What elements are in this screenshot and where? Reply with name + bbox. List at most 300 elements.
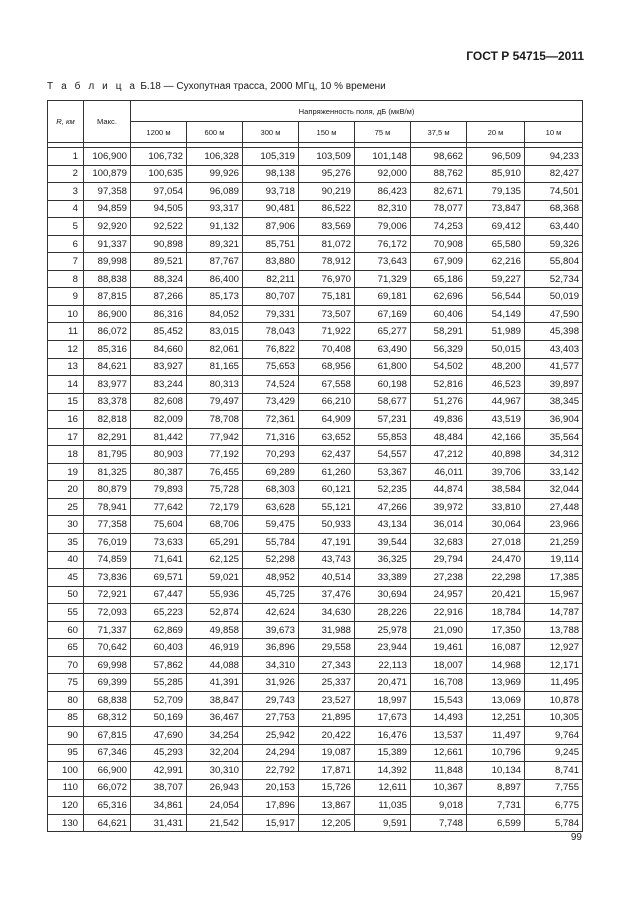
value-cell: 106,900 bbox=[84, 148, 131, 166]
value-cell: 46,523 bbox=[467, 376, 525, 394]
distance-cell: 4 bbox=[48, 200, 84, 218]
table-row bbox=[48, 148, 583, 166]
value-cell: 21,259 bbox=[525, 534, 583, 552]
distance-cell: 13 bbox=[48, 358, 84, 376]
value-cell: 91,132 bbox=[187, 218, 243, 236]
distance-cell: 85 bbox=[48, 709, 84, 727]
value-cell: 85,751 bbox=[243, 235, 299, 253]
value-cell: 30,694 bbox=[355, 586, 411, 604]
distance-cell: 110 bbox=[48, 779, 84, 797]
table-row bbox=[48, 727, 583, 745]
caption-label: Т а б л и ц а bbox=[47, 81, 138, 92]
table-row bbox=[48, 288, 583, 306]
distance-cell: 14 bbox=[48, 376, 84, 394]
value-cell: 84,052 bbox=[187, 305, 243, 323]
value-cell: 13,537 bbox=[411, 727, 467, 745]
table-row bbox=[48, 183, 583, 201]
value-cell: 57,862 bbox=[131, 656, 187, 674]
value-cell: 74,859 bbox=[84, 551, 131, 569]
value-cell: 51,276 bbox=[411, 393, 467, 411]
table-row bbox=[48, 639, 583, 657]
value-cell: 15,967 bbox=[525, 586, 583, 604]
table-row bbox=[48, 569, 583, 587]
distance-cell: 6 bbox=[48, 235, 84, 253]
value-cell: 67,815 bbox=[84, 727, 131, 745]
value-cell: 81,165 bbox=[187, 358, 243, 376]
value-cell: 96,089 bbox=[187, 183, 243, 201]
value-cell: 63,628 bbox=[243, 498, 299, 516]
table-row bbox=[48, 674, 583, 692]
value-cell: 48,952 bbox=[243, 569, 299, 587]
value-cell: 25,337 bbox=[299, 674, 355, 692]
value-cell: 101,148 bbox=[355, 148, 411, 166]
value-cell: 72,921 bbox=[84, 586, 131, 604]
value-cell: 41,577 bbox=[525, 358, 583, 376]
value-cell: 41,391 bbox=[187, 674, 243, 692]
value-cell: 83,569 bbox=[299, 218, 355, 236]
value-cell: 70,408 bbox=[299, 341, 355, 359]
value-cell: 10,878 bbox=[525, 691, 583, 709]
value-cell: 98,138 bbox=[243, 165, 299, 183]
value-cell: 44,967 bbox=[467, 393, 525, 411]
value-cell: 39,673 bbox=[243, 621, 299, 639]
value-cell: 55,804 bbox=[525, 253, 583, 271]
value-cell: 30,064 bbox=[467, 516, 525, 534]
value-cell: 20,471 bbox=[355, 674, 411, 692]
value-cell: 9,764 bbox=[525, 727, 583, 745]
value-cell: 55,285 bbox=[131, 674, 187, 692]
value-cell: 78,941 bbox=[84, 498, 131, 516]
value-cell: 11,495 bbox=[525, 674, 583, 692]
value-cell: 18,784 bbox=[467, 604, 525, 622]
value-cell: 93,317 bbox=[187, 200, 243, 218]
value-cell: 50,019 bbox=[525, 288, 583, 306]
column-header-height: 1200 м bbox=[131, 122, 187, 143]
value-cell: 34,312 bbox=[525, 446, 583, 464]
value-cell: 47,590 bbox=[525, 305, 583, 323]
value-cell: 74,524 bbox=[243, 376, 299, 394]
value-cell: 106,328 bbox=[187, 148, 243, 166]
value-cell: 75,604 bbox=[131, 516, 187, 534]
column-header-height: 300 м bbox=[243, 122, 299, 143]
value-cell: 77,192 bbox=[187, 446, 243, 464]
value-cell: 48,484 bbox=[411, 428, 467, 446]
value-cell: 33,810 bbox=[467, 498, 525, 516]
distance-cell: 5 bbox=[48, 218, 84, 236]
value-cell: 76,172 bbox=[355, 235, 411, 253]
value-cell: 68,312 bbox=[84, 709, 131, 727]
value-cell: 80,387 bbox=[131, 463, 187, 481]
distance-cell: 45 bbox=[48, 569, 84, 587]
value-cell: 45,725 bbox=[243, 586, 299, 604]
value-cell: 68,956 bbox=[299, 358, 355, 376]
value-cell: 70,908 bbox=[411, 235, 467, 253]
value-cell: 44,874 bbox=[411, 481, 467, 499]
value-cell: 28,226 bbox=[355, 604, 411, 622]
distance-cell: 10 bbox=[48, 305, 84, 323]
value-cell: 31,431 bbox=[131, 814, 187, 832]
value-cell: 10,305 bbox=[525, 709, 583, 727]
field-strength-table bbox=[47, 100, 583, 832]
value-cell: 11,848 bbox=[411, 762, 467, 780]
value-cell: 71,316 bbox=[243, 428, 299, 446]
value-cell: 24,054 bbox=[187, 797, 243, 815]
table-row bbox=[48, 744, 583, 762]
value-cell: 59,227 bbox=[467, 270, 525, 288]
value-cell: 15,543 bbox=[411, 691, 467, 709]
value-cell: 48,200 bbox=[467, 358, 525, 376]
distance-cell: 75 bbox=[48, 674, 84, 692]
value-cell: 83,927 bbox=[131, 358, 187, 376]
value-cell: 19,461 bbox=[411, 639, 467, 657]
value-cell: 85,910 bbox=[467, 165, 525, 183]
value-cell: 34,861 bbox=[131, 797, 187, 815]
value-cell: 23,527 bbox=[299, 691, 355, 709]
value-cell: 42,166 bbox=[467, 428, 525, 446]
value-cell: 69,181 bbox=[355, 288, 411, 306]
value-cell: 22,113 bbox=[355, 656, 411, 674]
distance-cell: 70 bbox=[48, 656, 84, 674]
table-row bbox=[48, 604, 583, 622]
table-row bbox=[48, 814, 583, 832]
value-cell: 37,476 bbox=[299, 586, 355, 604]
value-cell: 19,114 bbox=[525, 551, 583, 569]
table-row bbox=[48, 797, 583, 815]
value-cell: 52,298 bbox=[243, 551, 299, 569]
distance-cell: 35 bbox=[48, 534, 84, 552]
value-cell: 65,580 bbox=[467, 235, 525, 253]
value-cell: 87,767 bbox=[187, 253, 243, 271]
table-row bbox=[48, 446, 583, 464]
value-cell: 86,522 bbox=[299, 200, 355, 218]
value-cell: 27,238 bbox=[411, 569, 467, 587]
value-cell: 78,708 bbox=[187, 411, 243, 429]
value-cell: 62,216 bbox=[467, 253, 525, 271]
distance-cell: 95 bbox=[48, 744, 84, 762]
value-cell: 79,893 bbox=[131, 481, 187, 499]
value-cell: 86,072 bbox=[84, 323, 131, 341]
standard-number: ГОСТ Р 54715—2011 bbox=[466, 49, 584, 63]
value-cell: 12,661 bbox=[411, 744, 467, 762]
value-cell: 76,019 bbox=[84, 534, 131, 552]
value-cell: 72,093 bbox=[84, 604, 131, 622]
value-cell: 68,368 bbox=[525, 200, 583, 218]
value-cell: 83,015 bbox=[187, 323, 243, 341]
value-cell: 64,621 bbox=[84, 814, 131, 832]
distance-cell: 65 bbox=[48, 639, 84, 657]
value-cell: 77,942 bbox=[187, 428, 243, 446]
value-cell: 47,191 bbox=[299, 534, 355, 552]
value-cell: 68,706 bbox=[187, 516, 243, 534]
value-cell: 12,251 bbox=[467, 709, 525, 727]
value-cell: 60,198 bbox=[355, 376, 411, 394]
value-cell: 92,920 bbox=[84, 218, 131, 236]
value-cell: 38,707 bbox=[131, 779, 187, 797]
value-cell: 33,142 bbox=[525, 463, 583, 481]
value-cell: 40,514 bbox=[299, 569, 355, 587]
value-cell: 61,260 bbox=[299, 463, 355, 481]
table-row bbox=[48, 656, 583, 674]
value-cell: 42,624 bbox=[243, 604, 299, 622]
value-cell: 10,367 bbox=[411, 779, 467, 797]
value-cell: 36,325 bbox=[355, 551, 411, 569]
value-cell: 17,673 bbox=[355, 709, 411, 727]
value-cell: 45,293 bbox=[131, 744, 187, 762]
value-cell: 71,329 bbox=[355, 270, 411, 288]
value-cell: 13,867 bbox=[299, 797, 355, 815]
value-cell: 67,909 bbox=[411, 253, 467, 271]
value-cell: 66,900 bbox=[84, 762, 131, 780]
distance-cell: 90 bbox=[48, 727, 84, 745]
distance-cell: 20 bbox=[48, 481, 84, 499]
value-cell: 65,277 bbox=[355, 323, 411, 341]
value-cell: 93,718 bbox=[243, 183, 299, 201]
value-cell: 63,440 bbox=[525, 218, 583, 236]
value-cell: 57,231 bbox=[355, 411, 411, 429]
column-header-distance: R, км bbox=[48, 101, 84, 143]
value-cell: 84,660 bbox=[131, 341, 187, 359]
value-cell: 7,748 bbox=[411, 814, 467, 832]
value-cell: 33,389 bbox=[355, 569, 411, 587]
value-cell: 27,753 bbox=[243, 709, 299, 727]
distance-cell: 3 bbox=[48, 183, 84, 201]
value-cell: 86,316 bbox=[131, 305, 187, 323]
value-cell: 27,343 bbox=[299, 656, 355, 674]
distance-cell: 19 bbox=[48, 463, 84, 481]
value-cell: 38,847 bbox=[187, 691, 243, 709]
value-cell: 82,608 bbox=[131, 393, 187, 411]
value-cell: 96,509 bbox=[467, 148, 525, 166]
column-header-height: 600 м bbox=[187, 122, 243, 143]
value-cell: 100,635 bbox=[131, 165, 187, 183]
value-cell: 83,244 bbox=[131, 376, 187, 394]
value-cell: 21,895 bbox=[299, 709, 355, 727]
value-cell: 98,662 bbox=[411, 148, 467, 166]
value-cell: 11,497 bbox=[467, 727, 525, 745]
value-cell: 84,621 bbox=[84, 358, 131, 376]
distance-cell: 8 bbox=[48, 270, 84, 288]
table-row bbox=[48, 358, 583, 376]
value-cell: 62,869 bbox=[131, 621, 187, 639]
value-cell: 9,018 bbox=[411, 797, 467, 815]
value-cell: 68,303 bbox=[243, 481, 299, 499]
value-cell: 75,728 bbox=[187, 481, 243, 499]
value-cell: 55,853 bbox=[355, 428, 411, 446]
table-row bbox=[48, 691, 583, 709]
value-cell: 20,422 bbox=[299, 727, 355, 745]
value-cell: 73,836 bbox=[84, 569, 131, 587]
value-cell: 55,121 bbox=[299, 498, 355, 516]
value-cell: 36,904 bbox=[525, 411, 583, 429]
value-cell: 82,291 bbox=[84, 428, 131, 446]
value-cell: 14,968 bbox=[467, 656, 525, 674]
value-cell: 82,310 bbox=[355, 200, 411, 218]
value-cell: 43,519 bbox=[467, 411, 525, 429]
distance-cell: 1 bbox=[48, 148, 84, 166]
table-row bbox=[48, 235, 583, 253]
value-cell: 32,683 bbox=[411, 534, 467, 552]
value-cell: 67,447 bbox=[131, 586, 187, 604]
value-cell: 50,169 bbox=[131, 709, 187, 727]
value-cell: 29,794 bbox=[411, 551, 467, 569]
value-cell: 60,406 bbox=[411, 305, 467, 323]
distance-cell: 12 bbox=[48, 341, 84, 359]
value-cell: 16,708 bbox=[411, 674, 467, 692]
value-cell: 5,784 bbox=[525, 814, 583, 832]
distance-cell: 9 bbox=[48, 288, 84, 306]
value-cell: 65,291 bbox=[187, 534, 243, 552]
value-cell: 38,345 bbox=[525, 393, 583, 411]
value-cell: 36,896 bbox=[243, 639, 299, 657]
value-cell: 21,090 bbox=[411, 621, 467, 639]
value-cell: 15,389 bbox=[355, 744, 411, 762]
value-cell: 81,325 bbox=[84, 463, 131, 481]
value-cell: 38,584 bbox=[467, 481, 525, 499]
table-row bbox=[48, 498, 583, 516]
value-cell: 34,310 bbox=[243, 656, 299, 674]
value-cell: 10,134 bbox=[467, 762, 525, 780]
distance-cell: 80 bbox=[48, 691, 84, 709]
value-cell: 60,121 bbox=[299, 481, 355, 499]
value-cell: 62,125 bbox=[187, 551, 243, 569]
value-cell: 83,977 bbox=[84, 376, 131, 394]
distance-cell: 11 bbox=[48, 323, 84, 341]
value-cell: 12,171 bbox=[525, 656, 583, 674]
value-cell: 22,916 bbox=[411, 604, 467, 622]
value-cell: 60,403 bbox=[131, 639, 187, 657]
value-cell: 17,871 bbox=[299, 762, 355, 780]
value-cell: 13,069 bbox=[467, 691, 525, 709]
value-cell: 46,919 bbox=[187, 639, 243, 657]
value-cell: 97,054 bbox=[131, 183, 187, 201]
value-cell: 89,521 bbox=[131, 253, 187, 271]
value-cell: 59,326 bbox=[525, 235, 583, 253]
table-row bbox=[48, 253, 583, 271]
value-cell: 14,392 bbox=[355, 762, 411, 780]
distance-cell: 30 bbox=[48, 516, 84, 534]
value-cell: 54,149 bbox=[467, 305, 525, 323]
value-cell: 24,470 bbox=[467, 551, 525, 569]
value-cell: 86,900 bbox=[84, 305, 131, 323]
value-cell: 31,988 bbox=[299, 621, 355, 639]
value-cell: 89,321 bbox=[187, 235, 243, 253]
value-cell: 82,427 bbox=[525, 165, 583, 183]
value-cell: 92,522 bbox=[131, 218, 187, 236]
value-cell: 55,936 bbox=[187, 586, 243, 604]
value-cell: 80,879 bbox=[84, 481, 131, 499]
table-row bbox=[48, 586, 583, 604]
value-cell: 88,762 bbox=[411, 165, 467, 183]
value-cell: 17,896 bbox=[243, 797, 299, 815]
value-cell: 35,564 bbox=[525, 428, 583, 446]
value-cell: 69,399 bbox=[84, 674, 131, 692]
value-cell: 82,211 bbox=[243, 270, 299, 288]
value-cell: 50,015 bbox=[467, 341, 525, 359]
value-cell: 49,858 bbox=[187, 621, 243, 639]
distance-cell: 7 bbox=[48, 253, 84, 271]
value-cell: 80,903 bbox=[131, 446, 187, 464]
value-cell: 17,385 bbox=[525, 569, 583, 587]
value-cell: 89,998 bbox=[84, 253, 131, 271]
value-cell: 8,897 bbox=[467, 779, 525, 797]
value-cell: 24,294 bbox=[243, 744, 299, 762]
value-cell: 29,558 bbox=[299, 639, 355, 657]
value-cell: 18,007 bbox=[411, 656, 467, 674]
value-cell: 31,926 bbox=[243, 674, 299, 692]
value-cell: 52,709 bbox=[131, 691, 187, 709]
value-cell: 70,293 bbox=[243, 446, 299, 464]
value-cell: 64,909 bbox=[299, 411, 355, 429]
value-cell: 76,455 bbox=[187, 463, 243, 481]
value-cell: 85,316 bbox=[84, 341, 131, 359]
value-cell: 62,696 bbox=[411, 288, 467, 306]
value-cell: 16,476 bbox=[355, 727, 411, 745]
value-cell: 66,072 bbox=[84, 779, 131, 797]
value-cell: 55,784 bbox=[243, 534, 299, 552]
value-cell: 79,135 bbox=[467, 183, 525, 201]
value-cell: 94,859 bbox=[84, 200, 131, 218]
value-cell: 88,838 bbox=[84, 270, 131, 288]
value-cell: 43,403 bbox=[525, 341, 583, 359]
table-row bbox=[48, 463, 583, 481]
value-cell: 72,361 bbox=[243, 411, 299, 429]
value-cell: 15,726 bbox=[299, 779, 355, 797]
value-cell: 22,792 bbox=[243, 762, 299, 780]
value-cell: 39,544 bbox=[355, 534, 411, 552]
value-cell: 8,741 bbox=[525, 762, 583, 780]
value-cell: 46,011 bbox=[411, 463, 467, 481]
value-cell: 69,412 bbox=[467, 218, 525, 236]
value-cell: 36,014 bbox=[411, 516, 467, 534]
value-cell: 68,838 bbox=[84, 691, 131, 709]
value-cell: 69,289 bbox=[243, 463, 299, 481]
value-cell: 90,219 bbox=[299, 183, 355, 201]
value-cell: 13,788 bbox=[525, 621, 583, 639]
value-cell: 42,991 bbox=[131, 762, 187, 780]
value-cell: 82,818 bbox=[84, 411, 131, 429]
distance-cell: 2 bbox=[48, 165, 84, 183]
value-cell: 30,310 bbox=[187, 762, 243, 780]
value-cell: 74,501 bbox=[525, 183, 583, 201]
table-row bbox=[48, 393, 583, 411]
value-cell: 54,502 bbox=[411, 358, 467, 376]
value-cell: 40,898 bbox=[467, 446, 525, 464]
value-cell: 23,944 bbox=[355, 639, 411, 657]
value-cell: 14,787 bbox=[525, 604, 583, 622]
value-cell: 51,989 bbox=[467, 323, 525, 341]
value-cell: 27,448 bbox=[525, 498, 583, 516]
value-cell: 100,879 bbox=[84, 165, 131, 183]
distance-cell: 130 bbox=[48, 814, 84, 832]
value-cell: 77,358 bbox=[84, 516, 131, 534]
value-cell: 65,186 bbox=[411, 270, 467, 288]
value-cell: 86,400 bbox=[187, 270, 243, 288]
distance-cell: 16 bbox=[48, 411, 84, 429]
value-cell: 15,917 bbox=[243, 814, 299, 832]
value-cell: 6,775 bbox=[525, 797, 583, 815]
table-caption bbox=[47, 81, 386, 92]
value-cell: 92,000 bbox=[355, 165, 411, 183]
value-cell: 56,329 bbox=[411, 341, 467, 359]
value-cell: 82,061 bbox=[187, 341, 243, 359]
value-cell: 73,429 bbox=[243, 393, 299, 411]
value-cell: 56,544 bbox=[467, 288, 525, 306]
value-cell: 34,630 bbox=[299, 604, 355, 622]
table-row bbox=[48, 305, 583, 323]
distance-cell: 25 bbox=[48, 498, 84, 516]
value-cell: 79,006 bbox=[355, 218, 411, 236]
value-cell: 76,822 bbox=[243, 341, 299, 359]
